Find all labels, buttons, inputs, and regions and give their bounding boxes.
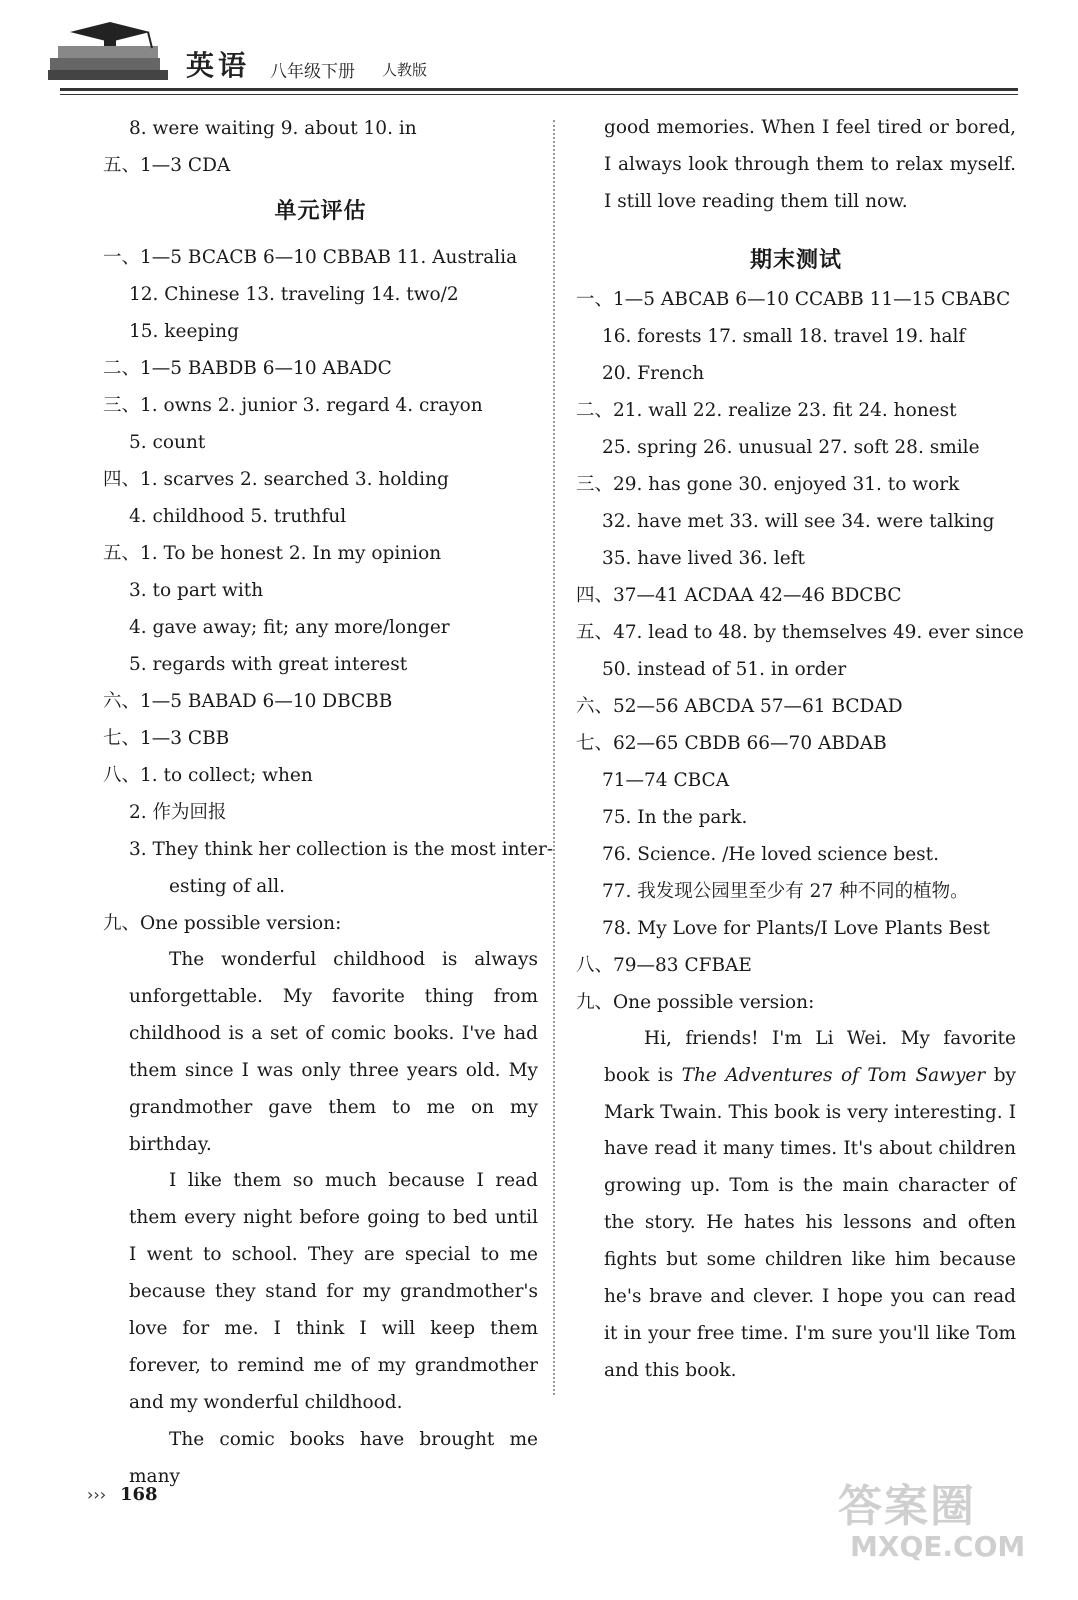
page-footer [87, 1484, 158, 1505]
answer-line: 七、1—3 CBB [103, 728, 230, 749]
answer-line: 3. They think her collection is the most inter- [129, 839, 554, 860]
answer-line: 77. 我发现公园里至少有 27 种不同的植物。 [602, 880, 969, 902]
answer-line: 四、1. scarves 2. searched 3. holding [103, 469, 449, 490]
answer-line: 一、1—5 BCACB 6—10 CBBAB 11. Australia [103, 247, 518, 268]
watermark-logo-text: 答案圈 [838, 1481, 976, 1532]
subject-title: 英语 [186, 49, 251, 82]
book-title: The Adventures of Tom Sawyer [681, 1064, 986, 1086]
answer-line: 三、29. has gone 30. enjoyed 31. to work [576, 473, 960, 495]
answer-line: 76. Science. /He loved science best. [602, 843, 939, 865]
answer-line: 5. count [129, 432, 206, 453]
answer-line: 五、1. To be honest 2. In my opinion [103, 543, 442, 564]
page-number: 168 [119, 1484, 158, 1505]
column-divider [553, 120, 555, 1395]
answer-line: 三、1. owns 2. junior 3. regard 4. crayon [103, 395, 483, 416]
essay-text: by Mark Twain. This book is very interesting. I have read it many times. It's about children growing up. Tom is the main character of the story. He hates his lessons and often fights but some children like him because he's brave and clever. I hope you can read it in your free time. I'm sure you'll like Tom and this book. [604, 1064, 1016, 1381]
answer-line: 五、47. lead to 48. by themselves 49. ever since [576, 621, 1024, 643]
essay-childhood [103, 942, 538, 1496]
answer-line: 二、1—5 BABDB 6—10 ABADC [103, 358, 392, 379]
header-rule [60, 88, 1018, 91]
answer-line: 78. My Love for Plants/I Love Plants Best [602, 917, 990, 939]
left-column [103, 110, 554, 1496]
answer-line: 71—74 CBCA [602, 769, 730, 791]
grade-label: 八年级下册 [270, 62, 355, 82]
answer-line: 15. keeping [129, 321, 239, 342]
answer-line: 12. Chinese 13. traveling 14. two/2 [129, 284, 459, 305]
books-graduation-cap-logo [40, 18, 180, 88]
essay-paragraph: good memories. When I feel tired or bored, I always look through them to relax myself. I still love reading them till now. [604, 117, 1016, 212]
answer-line: 八、79—83 CFBAE [576, 954, 752, 976]
answer-line: 75. In the park. [602, 806, 748, 828]
essay-text: Hi, friends! I'm Li Wei. My favorite book is [604, 1027, 1016, 1086]
answer-line: 一、1—5 ABCAB 6—10 CCABB 11—15 CBABC [576, 288, 1011, 310]
answer-line: 20. French [602, 362, 705, 384]
answer-line: 七、62—65 CBDB 66—70 ABDAB [576, 732, 887, 754]
essay-paragraph: I like them so much because I read them every night before going to bed until I went to school. They are special to me because they stand for my grandmother's love for me. I think I will keep them forever, to remind me of my grandmother and my wonderful childhood. [129, 1170, 538, 1413]
answer-line: 35. have lived 36. left [602, 547, 805, 569]
answer-line: 5. regards with great interest [129, 654, 408, 675]
answer-line: esting of all. [169, 876, 286, 897]
answer-line: 4. childhood 5. truthful [129, 506, 347, 527]
answer-line: 九、One possible version: [576, 991, 815, 1013]
answer-line: 六、1—5 BABAD 6—10 DBCBB [103, 691, 393, 712]
watermark [830, 1470, 1050, 1580]
right-column [576, 110, 1024, 1390]
essay-continued [576, 110, 1016, 221]
essay-paragraph [604, 1021, 1016, 1390]
essay-paragraph: The wonderful childhood is always unforgettable. My favorite thing from childhood is a set of comic books. I've had them since I was only three years old. My grandmother gave them to me on my birthday. [129, 949, 538, 1155]
answer-line: 六、52—56 ABCDA 57—61 BCDAD [576, 695, 903, 717]
section-title-final-test: 期末测试 [749, 247, 842, 273]
answer-line: 五、1—3 CDA [103, 155, 231, 176]
watermark-url: MXQE.COM [850, 1530, 1026, 1563]
answer-line: 2. 作为回报 [129, 802, 227, 823]
answer-line: 四、37—41 ACDAA 42—46 BDCBC [576, 584, 902, 606]
chevrons-icon: ››› [87, 1485, 107, 1504]
answer-line: 八、1. to collect; when [103, 765, 313, 786]
answer-line: 3. to part with [129, 580, 264, 601]
answer-line: 二、21. wall 22. realize 23. fit 24. honest [576, 399, 957, 421]
edition-label: 人教版 [382, 61, 428, 79]
answer-line: 8. were waiting 9. about 10. in [129, 118, 417, 139]
page-header [0, 0, 1078, 100]
answer-line: 4. gave away; fit; any more/longer [129, 617, 450, 638]
answer-line: 九、One possible version: [103, 913, 342, 934]
essay-paragraph: The comic books have brought me many [129, 1428, 538, 1487]
header-rule-thin [60, 94, 1018, 95]
section-title-unit-assessment: 单元评估 [274, 199, 367, 224]
essay-favorite-book [576, 1021, 1016, 1390]
answer-line: 50. instead of 51. in order [602, 658, 847, 680]
answer-line: 32. have met 33. will see 34. were talking [602, 510, 995, 532]
answer-line: 16. forests 17. small 18. travel 19. half [602, 325, 966, 347]
answer-line: 25. spring 26. unusual 27. soft 28. smile [602, 436, 980, 458]
